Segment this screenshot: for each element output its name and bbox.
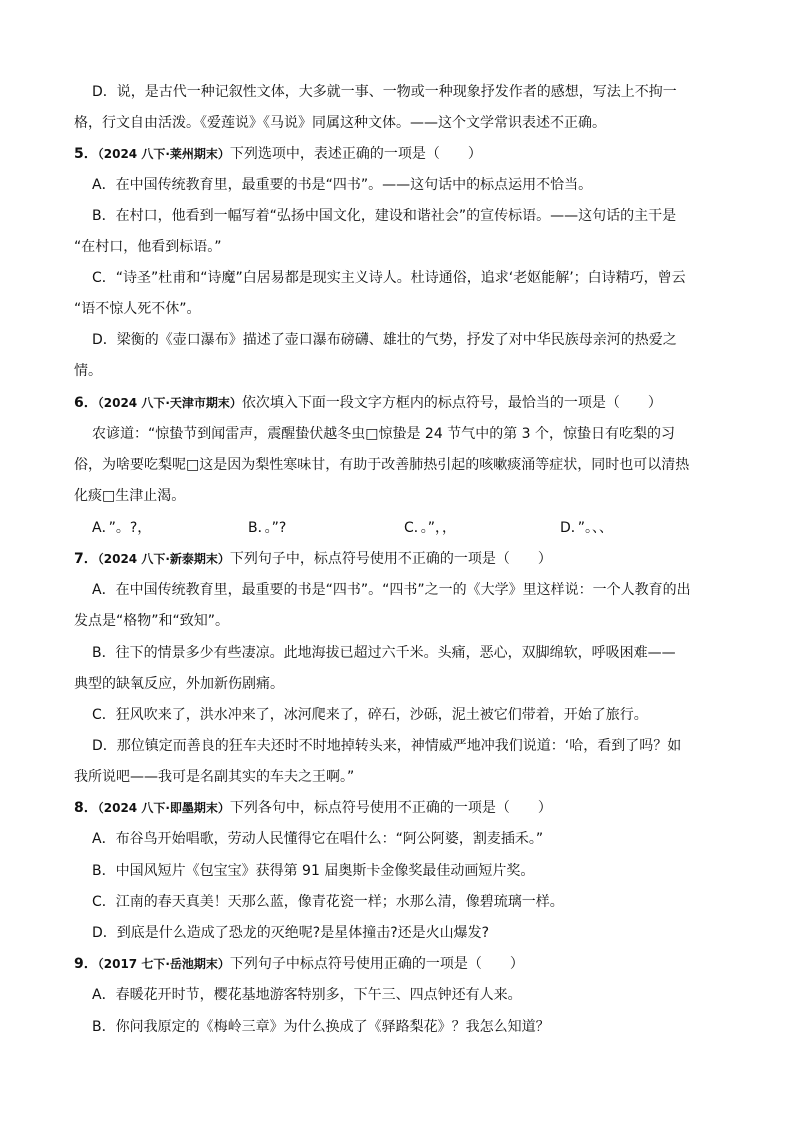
question-number: 9． — [74, 956, 98, 972]
question-5-header — [74, 144, 482, 164]
question-number: 5． — [74, 146, 98, 162]
question-source: （2024 八下·莱州期末） — [97, 147, 230, 161]
q8-option-c: C．江南的春天真美！天那么蓝，像青花瓷一样；水那么清，像碧琉璃一样。 — [92, 894, 564, 910]
q6-option-d: D．”。、、 — [560, 520, 614, 536]
q7-option-a-line2: 发点是“格物”和“致知”。 — [74, 613, 230, 629]
q5-option-c-line2: “语不惊人死不休”。 — [74, 301, 201, 317]
q6-option-c: C．。”，， — [404, 520, 457, 536]
question-8-header — [74, 798, 552, 818]
q6-passage-line2: 俗，为啥要吃梨呢□这是因为梨性寒味甘，有助于改善肺热引起的咳嗽痰涌等症状，同时也可以清热 — [74, 457, 690, 473]
q6-option-b: B．。”? — [248, 520, 287, 536]
question-number: 7． — [74, 551, 98, 567]
question-9-header — [74, 954, 524, 974]
q5-option-c-line1: C．“诗圣”杜甫和“诗魔”白居易都是现实主义诗人。杜诗通俗，追求‘老妪能解’；白诗精巧，曾云 — [92, 270, 686, 286]
q7-option-a-line1: A．在中国传统教育里，最重要的书是“四书”。“四书”之一的《大学》里这样说：一个人教育的出 — [92, 582, 691, 598]
q4-option-d-line1: D．说，是古代一种记叙性文体，大多就一事、一物或一种现象抒发作者的感想，写法上不拘一 — [92, 84, 677, 100]
q8-option-b: B．中国风短片《包宝宝》获得第 91 届奥斯卡金像奖最佳动画短片奖。 — [92, 863, 535, 879]
q5-option-d-line2: 情。 — [74, 363, 102, 379]
question-7-header — [74, 549, 552, 569]
q4-option-d-line2: 格，行文自由活泼。《爱莲说》《马说》同属这种文体。——这个文学常识表述不正确。 — [74, 115, 606, 131]
q7-option-c: C．狂风吹来了，洪水冲来了，冰河爬来了，碎石，沙砾，泥土被它们带着，开始了旅行。 — [92, 707, 648, 723]
question-stem: 依次填入下面一段文字方框内的标点符号，最恰当的一项是（ ） — [241, 395, 662, 411]
question-6-header — [74, 393, 662, 413]
q5-option-a: A．在中国传统教育里，最重要的书是“四书”。——这句话中的标点运用不恰当。 — [92, 177, 593, 193]
q7-option-d-line2: 我所说吧——我可是名副其实的车夫之王啊。” — [74, 769, 355, 785]
q5-option-d-line1: D．梁衡的《壶口瀑布》描述了壶口瀑布磅礴、雄壮的气势，抒发了对中华民族母亲河的热爱之 — [92, 332, 677, 348]
question-source: （2024 八下·即墨期末） — [97, 801, 230, 815]
question-source: （2017 七下·岳池期末） — [97, 957, 230, 971]
question-source: （2024 八下·新泰期末） — [97, 552, 230, 566]
q5-option-b-line2: “在村口，他看到标语。” — [74, 239, 222, 255]
q6-passage-line3: 化痰□生津止渴。 — [74, 488, 186, 504]
q9-option-b: B．你问我原定的《梅岭三章》为什么换成了《驿路梨花》？我怎么知道？ — [92, 1019, 550, 1035]
q6-option-a: A．”。?， — [92, 520, 152, 536]
q7-option-b-line2: 典型的缺氧反应，外加新伤剧痛。 — [74, 676, 284, 692]
q6-passage-line1: 农谚道：“惊蛰节到闻雷声，震醒蛰伏越冬虫□惊蛰是 24 节气中的第 3 个，惊蛰日有吃梨的习 — [92, 426, 676, 442]
question-number: 6． — [74, 395, 98, 411]
question-stem: 下列句子中标点符号使用正确的一项是（ ） — [229, 956, 524, 972]
q8-option-a: A．布谷鸟开始唱歌，劳动人民懂得它在唱什么：“阿公阿婆，割麦插禾。” — [92, 831, 544, 847]
q8-option-d: D．到底是什么造成了恐龙的灭绝呢?是星体撞击?还是火山爆发? — [92, 925, 490, 941]
question-stem: 下列句子中，标点符号使用不正确的一项是（ ） — [229, 551, 552, 567]
q9-option-a: A．春暖花开时节，樱花基地游客特别多，下午三、四点钟还有人来。 — [92, 987, 522, 1003]
q5-option-b-line1: B．在村口，他看到一幅写着“弘扬中国文化，建设和谐社会”的宣传标语。——这句话的主干是 — [92, 208, 677, 224]
question-number: 8． — [74, 800, 98, 816]
question-stem: 下列选项中，表述正确的一项是（ ） — [229, 146, 482, 162]
question-source: （2024 八下·天津市期末） — [97, 396, 242, 410]
q7-option-d-line1: D．那位镇定而善良的狂车夫还时不时地掉转头来，神情威严地冲我们说道：‘哈，看到了吗？如 — [92, 738, 682, 754]
q7-option-b-line1: B．往下的情景多少有些凄凉。此地海拔已超过六千米。头痛，恶心，双脚绵软，呼吸困难—— — [92, 645, 676, 661]
question-stem: 下列各句中，标点符号使用不正确的一项是（ ） — [229, 800, 552, 816]
